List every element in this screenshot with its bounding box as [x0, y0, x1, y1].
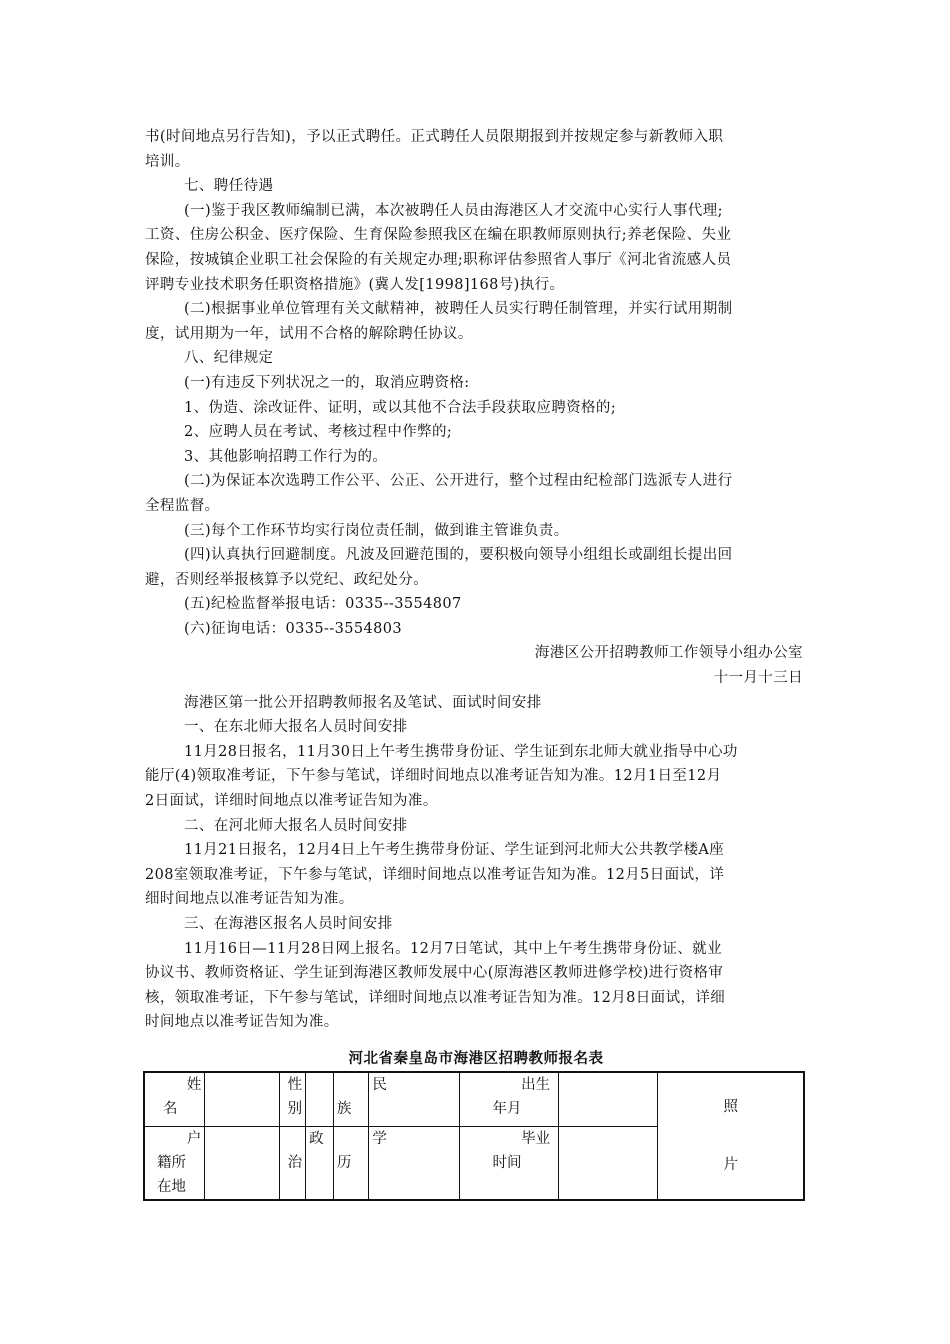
ethnic-label-cell — [333, 1072, 369, 1126]
name-label-cell — [144, 1072, 205, 1126]
paragraph-line: 1、伪造、涂改证件、证明，或以其他不合法手段获取应聘资格的; — [184, 399, 617, 416]
political-value-cell[interactable] — [306, 1126, 334, 1200]
paragraph-line: 2日面试，详细时间地点以准考证告知为准。 — [145, 793, 438, 810]
name-value-cell[interactable] — [205, 1072, 280, 1126]
hukou-label-line2: 籍所 — [157, 1154, 186, 1171]
photo-cell[interactable] — [658, 1072, 804, 1200]
political-label-cell — [280, 1126, 306, 1200]
paragraph-line: 时间地点以准考证告知为准。 — [145, 1014, 339, 1031]
paragraph-line: 208室领取准考证，下午参与笔试，详细时间地点以准考证告知为准。12月5日面试，详 — [145, 866, 725, 883]
paragraph-line: 3、其他影响招聘工作行为的。 — [184, 448, 388, 465]
name-label-line1: 姓 — [186, 1077, 202, 1093]
paragraph-line: 11月21日报名，12月4日上午考生携带身份证、学生证到河北师大公共教学楼A座 — [184, 842, 725, 859]
paragraph-line: 书(时间地点另行告知)，予以正式聘任。正式聘任人员限期报到并按规定参与新教师入职 — [145, 129, 724, 145]
registration-form-table — [143, 1071, 805, 1201]
graduation-value-cell[interactable] — [559, 1126, 658, 1200]
paragraph-line: 评聘专业技术职务任职资格措施》(冀人发[1998]168号)执行。 — [145, 276, 565, 293]
form-row-1 — [144, 1072, 804, 1126]
paragraph-line: 海港区公开招聘教师工作领导小组办公室 — [534, 645, 803, 662]
graduation-label-line1: 毕业 — [521, 1130, 551, 1147]
graduation-label-cell — [460, 1126, 559, 1200]
sex-value-cell[interactable] — [306, 1072, 334, 1126]
paragraph-line: 培训。 — [145, 153, 190, 170]
birth-value-cell[interactable] — [559, 1072, 658, 1126]
birth-label-cell — [460, 1072, 559, 1126]
paragraph-line: 七、聘任待遇 — [184, 178, 274, 195]
form-title: 河北省秦皇岛市海港区招聘教师报名表 — [348, 1051, 604, 1067]
paragraph-line: 避，否则经举报核算予以党纪、政纪处分。 — [145, 571, 429, 588]
paragraph-line: 保险，按城镇企业职工社会保险的有关规定办理;职称评估参照省人事厅《河北省流感人员 — [145, 251, 732, 268]
ethnic-label-line2: 民 — [372, 1077, 387, 1093]
hukou-label-cell — [144, 1126, 205, 1200]
name-label-line2: 名 — [163, 1101, 178, 1117]
paragraph-line: (三)每个工作环节均实行岗位责任制，做到谁主管谁负责。 — [184, 522, 569, 539]
photo-label-line1: 照 — [723, 1099, 738, 1115]
political-label-line1: 政 — [309, 1130, 324, 1147]
paragraph-line: 核，领取准考证，下午参与笔试，详细时间地点以准考证告知为准。12月8日面试，详细 — [145, 989, 726, 1006]
graduation-label-line2: 时间 — [492, 1154, 522, 1171]
paragraph-line: 全程监督。 — [145, 497, 220, 514]
sex-label-line2: 别 — [287, 1101, 303, 1117]
paragraph-line: 细时间地点以准考证告知为准。 — [145, 891, 354, 908]
paragraph-line: (一)鉴于我区教师编制已满，本次被聘任人员由海港区人才交流中心实行人事代理; — [184, 202, 723, 219]
education-value-cell[interactable] — [369, 1126, 460, 1200]
hukou-label-line3: 在地 — [157, 1178, 186, 1195]
paragraph-line: 11月16日—11月28日网上报名。12月7日笔试，其中上午考生携带身份证、就业 — [184, 940, 722, 957]
paragraph-line: 八、纪律规定 — [184, 350, 274, 367]
document-body — [145, 125, 807, 1035]
paragraph-line: (二)为保证本次选聘工作公平、公正、公开进行，整个过程由纪检部门选派专人进行 — [184, 473, 733, 490]
paragraph-line: 海港区第一批公开招聘教师报名及笔试、面试时间安排 — [184, 694, 542, 711]
paragraph-line: 工资、住房公积金、医疗保险、生育保险参照我区在编在职教师原则执行;养老保险、失业 — [145, 227, 732, 244]
ethnic-value-cell[interactable] — [369, 1072, 460, 1126]
hukou-label-line1: 户 — [186, 1130, 202, 1147]
paragraph-line: (四)认真执行回避制度。凡波及回避范围的，要积极向领导小组组长或副组长提出回 — [184, 547, 733, 564]
ethnic-label-line1: 族 — [336, 1101, 352, 1117]
paragraph-line: 十一月十三日 — [713, 670, 803, 687]
paragraph-line: 能厅(4)领取准考证，下午参与笔试，详细时间地点以准考证告知为准。12月1日至12月 — [145, 768, 722, 785]
education-label-cell — [333, 1126, 369, 1200]
paragraph-line: (一)有违反下列状况之一的，取消应聘资格: — [184, 374, 470, 391]
paragraph-line: 二、在河北师大报名人员时间安排 — [184, 817, 408, 834]
sex-label-cell — [280, 1072, 306, 1126]
paragraph-line: (六)征询电话：0335--3554803 — [184, 620, 402, 637]
paragraph-line: 三、在海港区报名人员时间安排 — [184, 916, 393, 932]
paragraph-line: 一、在东北师大报名人员时间安排 — [184, 719, 408, 736]
paragraph-line: (五)纪检监督举报电话：0335--3554807 — [184, 596, 462, 613]
paragraph-line: 协议书、教师资格证、学生证到海港区教师发展中心(原海港区教师进修学校)进行资格审 — [145, 965, 724, 982]
paragraph-line: 11月28日报名，11月30日上午考生携带身份证、学生证到东北师大就业指导中心功 — [184, 743, 738, 760]
paragraph-line: 度，试用期为一年，试用不合格的解除聘任协议。 — [145, 325, 473, 342]
paragraph-line: (二)根据事业单位管理有关文献精神，被聘任人员实行聘任制管理，并实行试用期制 — [184, 301, 733, 318]
document-page — [145, 125, 807, 1195]
political-label-line2: 治 — [287, 1154, 303, 1171]
birth-label-line1: 出生 — [521, 1077, 551, 1093]
paragraph-line: 2、应聘人员在考试、考核过程中作弊的; — [184, 424, 453, 441]
education-label-line1: 历 — [336, 1154, 352, 1171]
photo-label-line2: 片 — [723, 1157, 738, 1173]
hukou-value-cell[interactable] — [205, 1126, 280, 1200]
education-label-line2: 学 — [372, 1130, 387, 1147]
sex-label-line1: 性 — [287, 1077, 303, 1093]
birth-label-line2: 年月 — [492, 1101, 522, 1117]
